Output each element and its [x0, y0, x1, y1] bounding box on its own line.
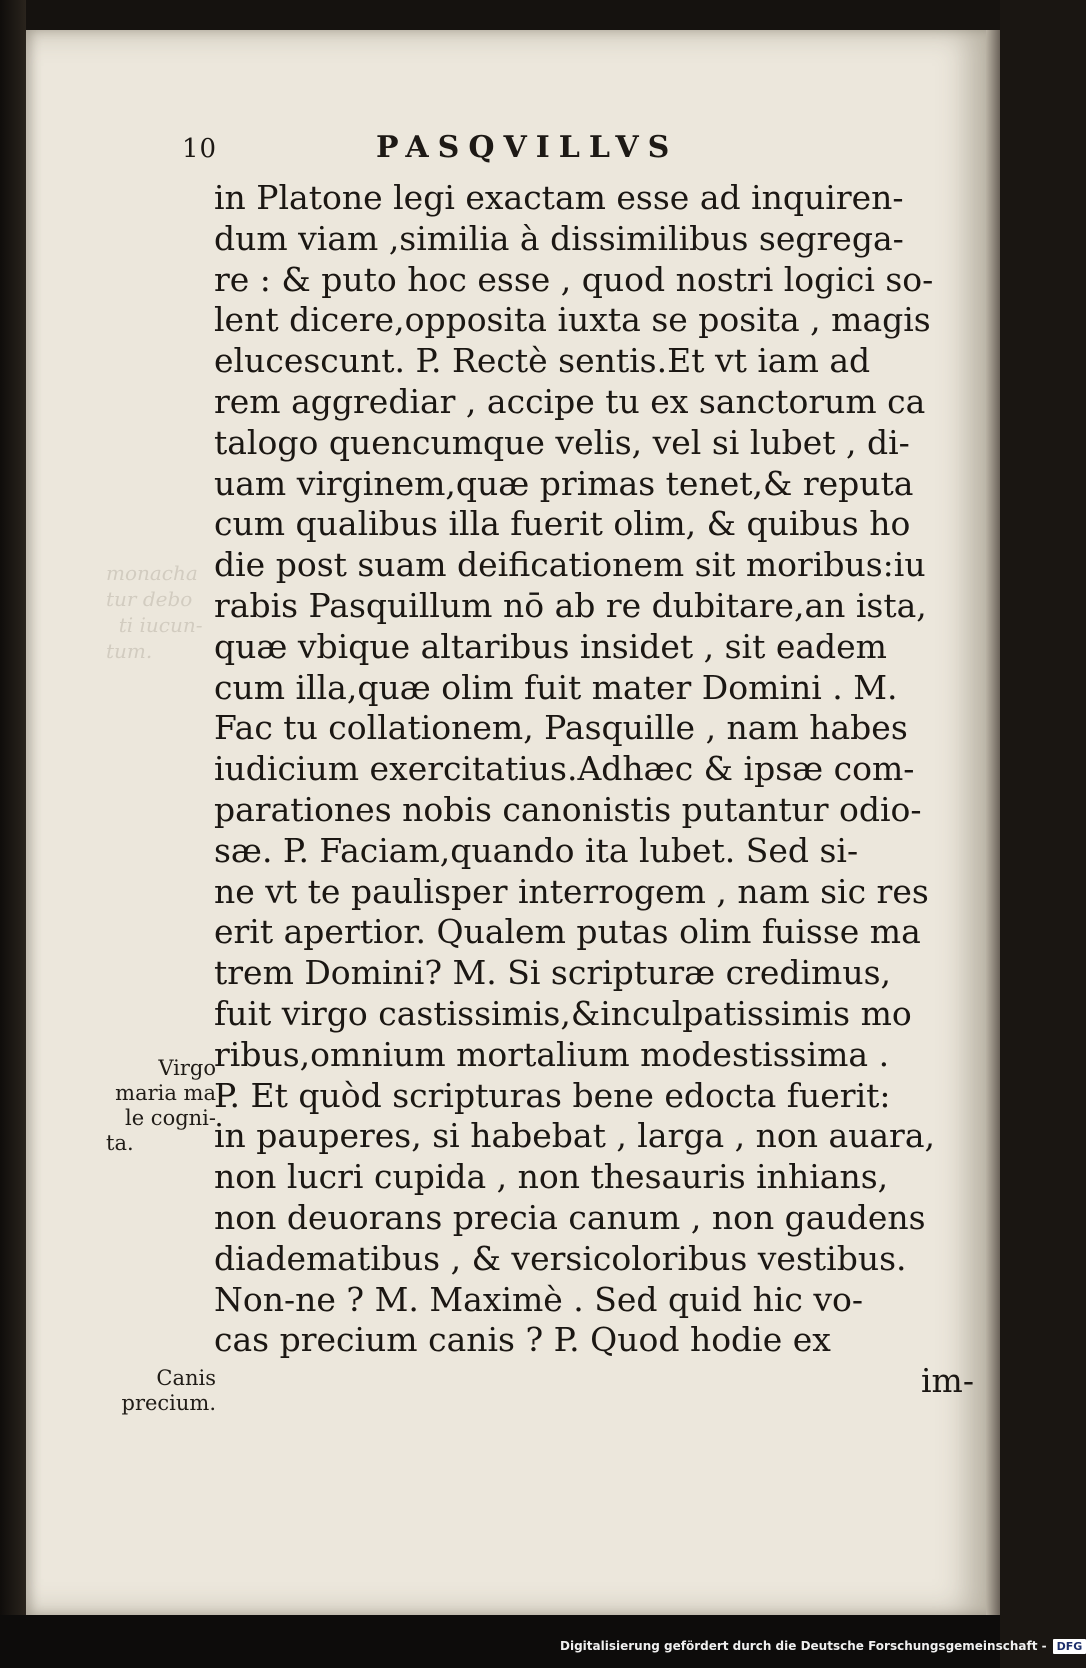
text-line: cum qualibus illa fuerit olim, & quibus ho: [214, 504, 911, 544]
running-title: PASQVILLVS: [376, 130, 679, 165]
text-line: Non-ne ? M. Maximè . Sed quid hic vo-: [214, 1279, 864, 1319]
text-line: rabis Pasquillum nō ab re dubitare,an ista,: [214, 585, 927, 625]
text-line: non deuorans precia canum , non gaudens: [214, 1197, 926, 1237]
marginal-note-line: maria ma: [115, 1081, 216, 1105]
marginal-note-line: Canis: [156, 1366, 216, 1390]
marginal-note-line: ta.: [106, 1131, 134, 1155]
text-line: uam virginem,quæ primas tenet,& reputa: [214, 463, 914, 503]
catchword: im-: [921, 1361, 974, 1401]
text-line: non lucri cupida , non thesauris inhians,: [214, 1157, 889, 1197]
text-line: sæ. P. Faciam,quando ita lubet. Sed si-: [214, 830, 859, 870]
text-line: cas precium canis ? P. Quod hodie ex: [214, 1320, 831, 1360]
text-line: iudicium exercitatius.Adhæc & ipsæ com-: [214, 749, 915, 789]
book-page: [26, 30, 986, 1615]
text-line: cum illa,quæ olim fuit mater Domini . M.: [214, 667, 898, 707]
text-line: trem Domini? M. Si scripturæ credimus,: [214, 953, 892, 993]
text-line: elucescunt. P. Rectè sentis.Et vt iam ad: [214, 341, 871, 381]
book-spine-shadow: [0, 0, 26, 1668]
marginal-note-line: precium.: [121, 1391, 216, 1415]
dfg-logo: DFG: [1053, 1639, 1086, 1654]
text-line: rem aggrediar , accipe tu ex sanctorum ca: [214, 381, 926, 421]
marginal-note-canis: [66, 1366, 216, 1416]
text-line: die post suam deificationem sit moribus:iu: [214, 545, 926, 585]
footer-credit: Digitalisierung gefördert durch die Deutsche Forschungsgemeinschaft -: [560, 1639, 1047, 1653]
text-line: re : & puto hoc esse , quod nostri logici so-: [214, 259, 934, 299]
page-number: 10: [182, 134, 218, 164]
text-line: Fac tu collationem, Pasquille , nam habes: [214, 708, 908, 748]
text-line: quæ vbique altaribus insidet , sit eadem: [214, 626, 887, 666]
text-line: ribus,omnium mortalium modestissima .: [214, 1034, 890, 1074]
text-line: in Platone legi exactam esse ad inquiren-: [214, 178, 904, 217]
body-text: [214, 178, 974, 1402]
text-line: diadematibus , & versicoloribus vestibus.: [214, 1238, 907, 1278]
text-line: lent dicere,opposita iuxta se posita , magis: [214, 300, 931, 340]
marginal-note-line: Virgo: [158, 1056, 216, 1080]
text-line: fuit virgo castissimis,&inculpatissimis mo: [214, 993, 912, 1033]
text-line: talogo quencumque velis, vel si lubet , di-: [214, 422, 910, 462]
text-line: parationes nobis canonistis putantur odio-: [214, 789, 922, 829]
scan-top-edge: [0, 0, 1000, 34]
marginal-note-virgo: [76, 1056, 216, 1156]
text-line: in pauperes, si habebat , larga , non auara,: [214, 1116, 935, 1156]
digitization-footer: [560, 1634, 1086, 1658]
text-line: dum viam ,similia à dissimilibus segrega-: [214, 218, 904, 258]
text-line: P. Et quòd scripturas bene edocta fuerit:: [214, 1075, 891, 1115]
page-fore-edge: [986, 30, 1000, 1615]
text-line: erit apertior. Qualem putas olim fuisse ma: [214, 912, 921, 952]
text-line: ne vt te paulisper interrogem , nam sic res: [214, 871, 929, 911]
running-head: [26, 130, 986, 174]
marginal-note-line: le cogni-: [124, 1106, 216, 1130]
show-through-text: monacha tur debo ti iucun- tum.: [106, 561, 203, 663]
